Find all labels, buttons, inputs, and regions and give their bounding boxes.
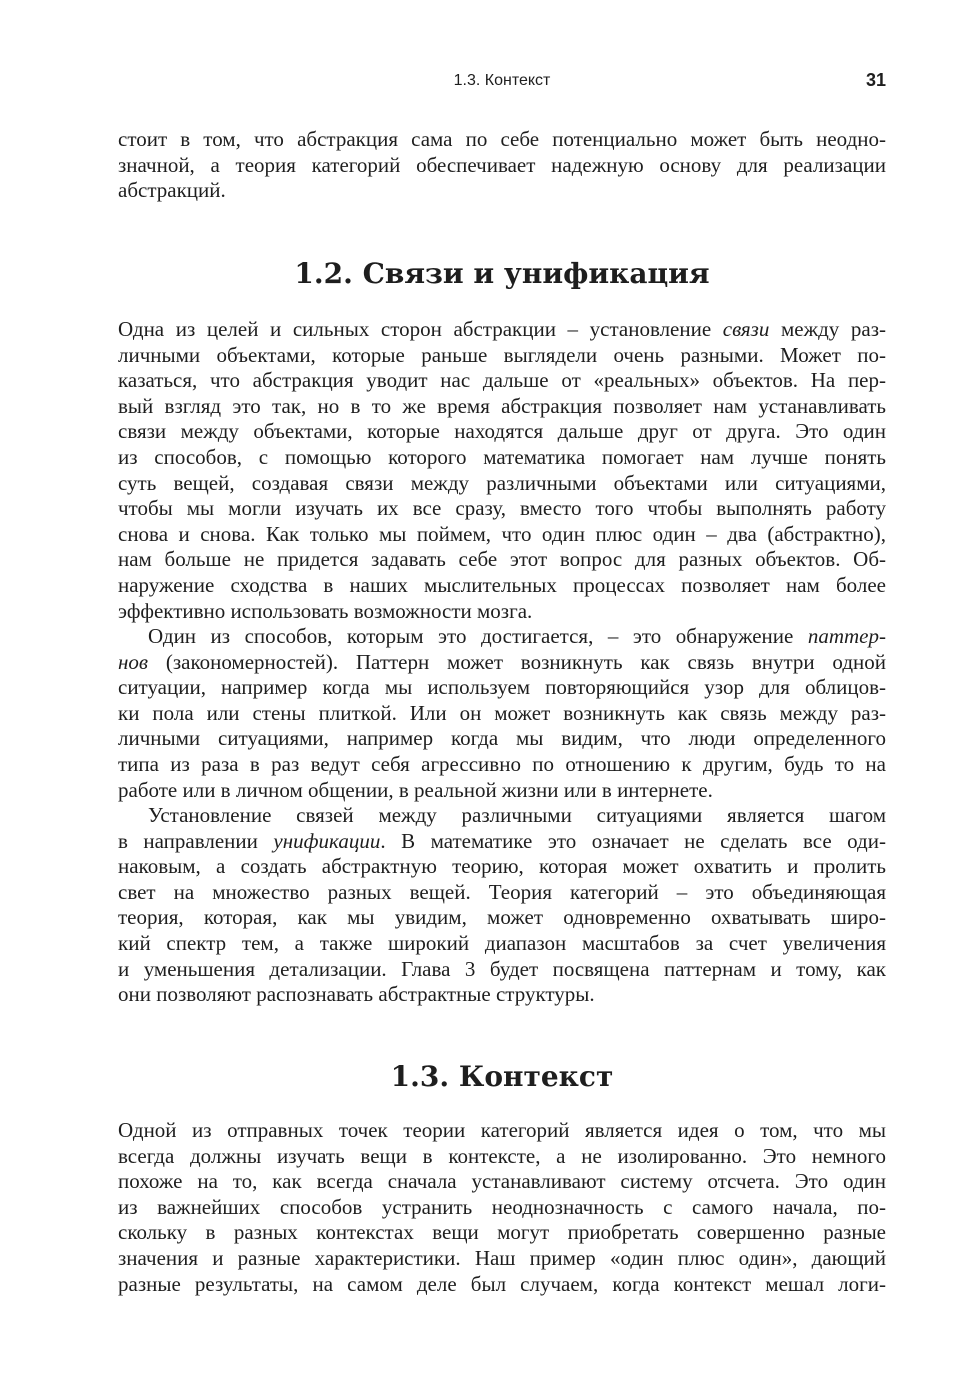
text-line: они позволяют распознавать абстрактные структуры. xyxy=(118,982,595,1007)
text-line: наружение сходства в наших мыслительных процессах позволяет нам более xyxy=(118,572,886,597)
text-line: в направлении унификации. В математике это означает не сделать все оди- xyxy=(118,828,886,853)
emphasis-term: нов xyxy=(118,649,149,674)
text-line: ки пола или стены плиткой. Или он может возникнуть как связь между раз- xyxy=(118,700,886,725)
text-line: стоит в том, что абстракция сама по себе потенциально может быть неодно- xyxy=(118,127,886,151)
text-line: из важнейших способов устранить неоднозначность с самого начала, по- xyxy=(118,1194,886,1219)
intro-paragraph xyxy=(118,127,886,204)
text-line: значной, а теория категорий обеспечивает надежную основу для реализации xyxy=(118,152,886,177)
text-line: из способов, с помощью которого математика помогает нам лучше понять xyxy=(118,444,886,469)
text-line: личными объектами, которые раньше выглядели очень разными. Может по- xyxy=(118,342,886,367)
text-line: Одна из целей и сильных сторон абстракции – установление связи между раз- xyxy=(118,317,886,341)
text-line: значения и разные характеристики. Наш пример «один плюс один», дающий xyxy=(118,1245,886,1270)
text-line: ситуации, например когда мы используем повторяющийся узор для облицов- xyxy=(118,675,886,700)
text-line: кий спектр тем, а также широкий диапазон масштабов за счет увеличения xyxy=(118,930,886,955)
text-line: Установление связей между различными ситуациями является шагом xyxy=(148,803,886,827)
text-line: личными ситуациями, например когда мы видим, что люди определенного xyxy=(118,726,886,751)
text-line: связи между объектами, которые находятся дальше друг от друга. Это один xyxy=(118,419,886,444)
text-line: нам больше не придется задавать себе этот вопрос для разных объектов. Об- xyxy=(118,547,886,572)
text-line: теория, которая, как мы увидим, может одновременно охватывать широ- xyxy=(118,905,886,930)
text-line: скольку в разных контекстах вещи могут приобретать совершенно разные xyxy=(118,1220,886,1245)
text-line: чтобы мы могли изучать их все сразу, вместо того чтобы выполнять работу xyxy=(118,496,886,521)
page-number: 31 xyxy=(865,70,886,90)
text-line: казаться, что абстракция уводит нас дальше от «реальных» объектов. На пер- xyxy=(118,368,886,393)
section-1-3-paragraph-1 xyxy=(118,1118,886,1297)
text-line: снова и снова. Как только мы поймем, что один плюс один – два (абстрактно), xyxy=(118,521,886,546)
text-line: похоже на то, как всегда сначала устанавливают систему отсчета. Это один xyxy=(118,1169,886,1194)
text-line: всегда должны изучать вещи в контексте, а не изолированно. Это немного xyxy=(118,1143,886,1168)
text-line: наковым, а создать абстрактную теорию, которая может охватить и пролить xyxy=(118,854,886,879)
text-line: суть вещей, создавая связи между различными объектами или ситуациями, xyxy=(118,470,886,495)
section-1-2-paragraph-1 xyxy=(118,317,886,624)
emphasis-term: унификации xyxy=(273,828,381,853)
text-line: абстракций. xyxy=(118,178,226,203)
text-line: и уменьшения детализации. Глава 3 будет посвящена паттернам и тому, как xyxy=(118,956,886,981)
text-line: разные результаты, на самом деле был случаем, когда контекст мешал логи- xyxy=(118,1271,886,1296)
text-line: свет на множество разных вещей. Теория категорий – это объединяющая xyxy=(118,879,886,904)
running-title: 1.3. Контекст xyxy=(453,72,551,89)
running-header xyxy=(118,70,886,96)
section-1-2-paragraph-2 xyxy=(118,624,886,803)
emphasis-term: паттер- xyxy=(807,624,886,648)
section-heading-1-3: 1.3. Контекст xyxy=(390,1060,614,1093)
text-line: нов (закономерностей). Паттерн может возникнуть как связь внутри одной xyxy=(118,649,886,674)
emphasis-term: связи xyxy=(722,317,770,341)
text-line: работе или в личном общении, в реальной жизни или в интернете. xyxy=(118,777,713,802)
text-line: Один из способов, которым это достигается, – это обнаружение паттер- xyxy=(148,624,886,648)
section-1-2-paragraph-3 xyxy=(118,803,886,1008)
text-line: типа из раза в раз ведут себя агрессивно по отношению к другим, будь то на xyxy=(118,751,886,776)
text-line: вый взгляд это так, но в то же время абстракция позволяет нам устанавливать xyxy=(118,393,886,418)
text-line: Одной из отправных точек теории категорий является идея о том, что мы xyxy=(118,1118,886,1142)
section-heading-1-2: 1.2. Связи и унификация xyxy=(294,257,710,290)
text-line: эффективно использовать возможности мозга. xyxy=(118,598,533,623)
